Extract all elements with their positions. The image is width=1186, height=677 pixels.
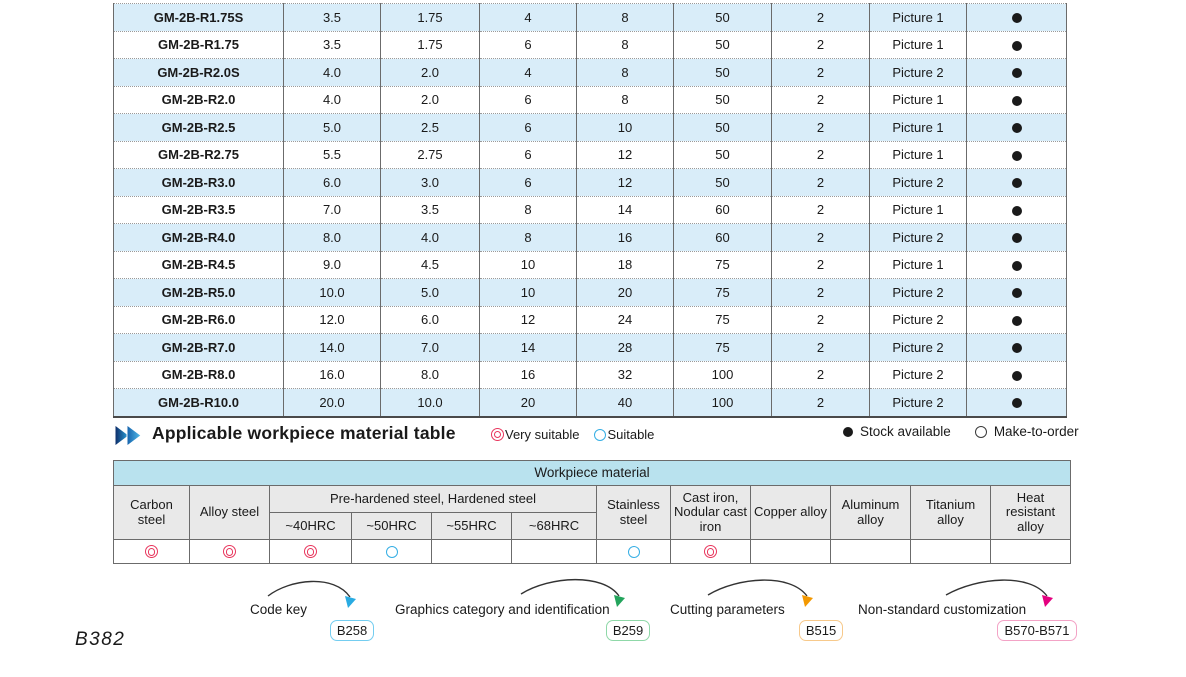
- model-cell: GM-2B-R1.75S: [114, 4, 284, 32]
- ratings-row: [114, 540, 1071, 564]
- model-cell: GM-2B-R8.0: [114, 361, 284, 389]
- col-55hrc: ~55HRC: [432, 513, 512, 540]
- value-cell: 50: [674, 59, 772, 87]
- value-cell: 6: [480, 114, 577, 142]
- value-cell: 28: [577, 334, 674, 362]
- stock-available-icon: [843, 427, 853, 437]
- value-cell: 2: [772, 141, 870, 169]
- value-cell: 12.0: [284, 306, 381, 334]
- value-cell: 12: [577, 169, 674, 197]
- value-cell: 100: [674, 361, 772, 389]
- value-cell: Picture 1: [870, 4, 967, 32]
- very-suitable-icon: [145, 545, 158, 558]
- value-cell: Picture 2: [870, 224, 967, 252]
- value-cell: 5.0: [381, 279, 480, 307]
- value-cell: 8: [577, 4, 674, 32]
- value-cell: 18: [577, 251, 674, 279]
- stock-available-dot: [1012, 151, 1022, 161]
- value-cell: 2: [772, 306, 870, 334]
- stock-cell: [967, 4, 1067, 32]
- value-cell: 2: [772, 279, 870, 307]
- stock-available-dot: [1012, 96, 1022, 106]
- annot-label-cutting-parameters: Cutting parameters: [670, 602, 785, 617]
- table-row: [114, 361, 1067, 389]
- value-cell: 10: [480, 279, 577, 307]
- page-number: B382: [75, 629, 126, 650]
- stock-available-dot: [1012, 343, 1022, 353]
- rating-suitable: [597, 540, 671, 564]
- make-to-order-icon: [975, 426, 987, 438]
- table-row: [114, 389, 1067, 417]
- table-row: [114, 251, 1067, 279]
- col-titanium-alloy: Titanium alloy: [911, 486, 991, 540]
- rating-empty: [991, 540, 1071, 564]
- value-cell: 4.0: [284, 59, 381, 87]
- value-cell: 1.75: [381, 31, 480, 59]
- rating-empty: [751, 540, 831, 564]
- value-cell: 1.75: [381, 4, 480, 32]
- value-cell: 75: [674, 279, 772, 307]
- rating-very: [270, 540, 352, 564]
- rating-empty: [432, 540, 512, 564]
- value-cell: 16: [480, 361, 577, 389]
- model-cell: GM-2B-R4.5: [114, 251, 284, 279]
- stock-cell: [967, 31, 1067, 59]
- rating-suitable: [352, 540, 432, 564]
- table-row: [114, 196, 1067, 224]
- ref-link-b259[interactable]: B259: [606, 620, 650, 641]
- workpiece-table-title: Workpiece material: [114, 461, 1071, 486]
- value-cell: Picture 1: [870, 251, 967, 279]
- value-cell: Picture 2: [870, 334, 967, 362]
- col-aluminum-alloy: Aluminum alloy: [831, 486, 911, 540]
- stock-cell: [967, 196, 1067, 224]
- col-copper-alloy: Copper alloy: [751, 486, 831, 540]
- stock-available-dot: [1012, 206, 1022, 216]
- model-cell: GM-2B-R3.5: [114, 196, 284, 224]
- model-cell: GM-2B-R5.0: [114, 279, 284, 307]
- very-suitable-icon: [223, 545, 236, 558]
- value-cell: Picture 2: [870, 59, 967, 87]
- model-cell: GM-2B-R1.75: [114, 31, 284, 59]
- value-cell: 8: [480, 224, 577, 252]
- annot-label-non-standard: Non-standard customization: [858, 602, 1027, 617]
- value-cell: 12: [480, 306, 577, 334]
- ref-link-b258[interactable]: B258: [330, 620, 374, 641]
- value-cell: 10: [577, 114, 674, 142]
- value-cell: 50: [674, 4, 772, 32]
- value-cell: 8.0: [284, 224, 381, 252]
- value-cell: 60: [674, 224, 772, 252]
- stock-available-dot: [1012, 178, 1022, 188]
- value-cell: 3.5: [381, 196, 480, 224]
- value-cell: 6: [480, 86, 577, 114]
- value-cell: 8: [577, 86, 674, 114]
- value-cell: 50: [674, 86, 772, 114]
- value-cell: 5.5: [284, 141, 381, 169]
- value-cell: 32: [577, 361, 674, 389]
- value-cell: 50: [674, 169, 772, 197]
- col-alloy-steel: Alloy steel: [190, 486, 270, 540]
- legend-label: Suitable: [607, 427, 655, 442]
- value-cell: 20.0: [284, 389, 381, 417]
- stock-legend: [843, 424, 1079, 439]
- rating-empty: [911, 540, 991, 564]
- value-cell: 8: [480, 196, 577, 224]
- value-cell: 6: [480, 141, 577, 169]
- value-cell: 3.5: [284, 4, 381, 32]
- value-cell: 3.5: [284, 31, 381, 59]
- value-cell: Picture 2: [870, 169, 967, 197]
- model-cell: GM-2B-R2.0: [114, 86, 284, 114]
- very-suitable-icon: [304, 545, 317, 558]
- value-cell: 75: [674, 334, 772, 362]
- table-row: [114, 306, 1067, 334]
- value-cell: 6: [480, 169, 577, 197]
- legend-label: Make-to-order: [993, 424, 1079, 439]
- stock-available-dot: [1012, 371, 1022, 381]
- value-cell: 100: [674, 389, 772, 417]
- col-group-hardened-steel: Pre-hardened steel, Hardened steel: [270, 486, 597, 513]
- value-cell: 50: [674, 114, 772, 142]
- value-cell: 75: [674, 306, 772, 334]
- rating-very: [190, 540, 270, 564]
- stock-available-dot: [1012, 233, 1022, 243]
- value-cell: 6: [480, 31, 577, 59]
- table-row: [114, 86, 1067, 114]
- col-cast-iron: Cast iron, Nodular cast iron: [671, 486, 751, 540]
- stock-available-dot: [1012, 316, 1022, 326]
- value-cell: 16: [577, 224, 674, 252]
- stock-cell: [967, 251, 1067, 279]
- table-row: [114, 334, 1067, 362]
- value-cell: 2: [772, 361, 870, 389]
- ref-link-b570-b571[interactable]: B570-B571: [997, 620, 1077, 641]
- value-cell: 4.0: [284, 86, 381, 114]
- value-cell: 6.0: [284, 169, 381, 197]
- col-50hrc: ~50HRC: [352, 513, 432, 540]
- value-cell: 2: [772, 196, 870, 224]
- value-cell: 8: [577, 59, 674, 87]
- suitability-legend: [491, 427, 654, 442]
- very-suitable-icon: [491, 428, 504, 441]
- value-cell: 6.0: [381, 306, 480, 334]
- stock-cell: [967, 114, 1067, 142]
- col-stainless-steel: Stainless steel: [597, 486, 671, 540]
- model-spec-table: [113, 3, 1067, 418]
- model-cell: GM-2B-R7.0: [114, 334, 284, 362]
- value-cell: 7.0: [284, 196, 381, 224]
- value-cell: Picture 1: [870, 31, 967, 59]
- value-cell: Picture 1: [870, 114, 967, 142]
- value-cell: 2.0: [381, 86, 480, 114]
- stock-available-dot: [1012, 261, 1022, 271]
- section-title: Applicable workpiece material table: [152, 423, 456, 443]
- rating-very: [671, 540, 751, 564]
- value-cell: 10: [480, 251, 577, 279]
- stock-cell: [967, 334, 1067, 362]
- value-cell: 20: [577, 279, 674, 307]
- value-cell: 3.0: [381, 169, 480, 197]
- value-cell: 50: [674, 31, 772, 59]
- stock-cell: [967, 306, 1067, 334]
- value-cell: 10.0: [284, 279, 381, 307]
- stock-cell: [967, 169, 1067, 197]
- legend-label: Very suitable: [505, 427, 580, 442]
- value-cell: 12: [577, 141, 674, 169]
- table-row: [114, 114, 1067, 142]
- value-cell: 8: [577, 31, 674, 59]
- legend-label: Stock available: [860, 424, 951, 439]
- value-cell: Picture 2: [870, 306, 967, 334]
- value-cell: 24: [577, 306, 674, 334]
- table-row: [114, 59, 1067, 87]
- legend-make-to-order: [975, 424, 1079, 439]
- table-row: [114, 169, 1067, 197]
- model-cell: GM-2B-R10.0: [114, 389, 284, 417]
- double-chevron-icon: [114, 424, 146, 447]
- value-cell: 60: [674, 196, 772, 224]
- model-table-body: [114, 4, 1067, 417]
- value-cell: 2: [772, 86, 870, 114]
- suitable-icon: [628, 546, 640, 558]
- col-68hrc: ~68HRC: [512, 513, 597, 540]
- value-cell: Picture 1: [870, 196, 967, 224]
- value-cell: 2: [772, 334, 870, 362]
- value-cell: 2: [772, 251, 870, 279]
- value-cell: 2: [772, 169, 870, 197]
- value-cell: 4.0: [381, 224, 480, 252]
- legend-very-suitable: [491, 427, 579, 442]
- value-cell: 14.0: [284, 334, 381, 362]
- value-cell: Picture 2: [870, 279, 967, 307]
- value-cell: 2: [772, 31, 870, 59]
- value-cell: 2.75: [381, 141, 480, 169]
- model-cell: GM-2B-R3.0: [114, 169, 284, 197]
- workpiece-material-table: [113, 460, 1071, 564]
- value-cell: 4: [480, 4, 577, 32]
- value-cell: 2: [772, 114, 870, 142]
- stock-cell: [967, 86, 1067, 114]
- model-cell: GM-2B-R6.0: [114, 306, 284, 334]
- value-cell: 2: [772, 389, 870, 417]
- model-cell: GM-2B-R2.5: [114, 114, 284, 142]
- value-cell: 10.0: [381, 389, 480, 417]
- table-row: [114, 141, 1067, 169]
- stock-available-dot: [1012, 68, 1022, 78]
- value-cell: 14: [577, 196, 674, 224]
- value-cell: 75: [674, 251, 772, 279]
- model-cell: GM-2B-R2.75: [114, 141, 284, 169]
- col-carbon-steel: Carbon steel: [114, 486, 190, 540]
- ref-link-b515[interactable]: B515: [799, 620, 843, 641]
- stock-available-dot: [1012, 398, 1022, 408]
- col-40hrc: ~40HRC: [270, 513, 352, 540]
- stock-cell: [967, 361, 1067, 389]
- stock-available-dot: [1012, 41, 1022, 51]
- table-row: [114, 4, 1067, 32]
- col-heat-resistant-alloy: Heat resistant alloy: [991, 486, 1071, 540]
- value-cell: Picture 1: [870, 86, 967, 114]
- value-cell: 40: [577, 389, 674, 417]
- stock-cell: [967, 224, 1067, 252]
- suitable-icon: [386, 546, 398, 558]
- stock-available-dot: [1012, 13, 1022, 23]
- value-cell: 16.0: [284, 361, 381, 389]
- value-cell: 2.0: [381, 59, 480, 87]
- value-cell: 20: [480, 389, 577, 417]
- stock-cell: [967, 141, 1067, 169]
- value-cell: 4.5: [381, 251, 480, 279]
- value-cell: Picture 2: [870, 389, 967, 417]
- rating-empty: [831, 540, 911, 564]
- value-cell: 14: [480, 334, 577, 362]
- value-cell: 5.0: [284, 114, 381, 142]
- value-cell: Picture 1: [870, 141, 967, 169]
- value-cell: 8.0: [381, 361, 480, 389]
- model-cell: GM-2B-R4.0: [114, 224, 284, 252]
- suitable-icon: [594, 429, 606, 441]
- legend-suitable: [594, 427, 654, 442]
- stock-cell: [967, 59, 1067, 87]
- value-cell: 2: [772, 4, 870, 32]
- table-row: [114, 224, 1067, 252]
- annot-label-code-key: Code key: [250, 602, 308, 617]
- stock-available-dot: [1012, 288, 1022, 298]
- model-cell: GM-2B-R2.0S: [114, 59, 284, 87]
- value-cell: 50: [674, 141, 772, 169]
- table-row: [114, 31, 1067, 59]
- value-cell: 9.0: [284, 251, 381, 279]
- stock-cell: [967, 279, 1067, 307]
- rating-empty: [512, 540, 597, 564]
- value-cell: 4: [480, 59, 577, 87]
- value-cell: 2: [772, 224, 870, 252]
- value-cell: 7.0: [381, 334, 480, 362]
- table-row: [114, 279, 1067, 307]
- annot-label-graphics-category: Graphics category and identification: [395, 602, 610, 617]
- stock-available-dot: [1012, 123, 1022, 133]
- value-cell: 2: [772, 59, 870, 87]
- legend-stock-available: [843, 424, 951, 439]
- stock-cell: [967, 389, 1067, 417]
- value-cell: Picture 2: [870, 361, 967, 389]
- very-suitable-icon: [704, 545, 717, 558]
- value-cell: 2.5: [381, 114, 480, 142]
- rating-very: [114, 540, 190, 564]
